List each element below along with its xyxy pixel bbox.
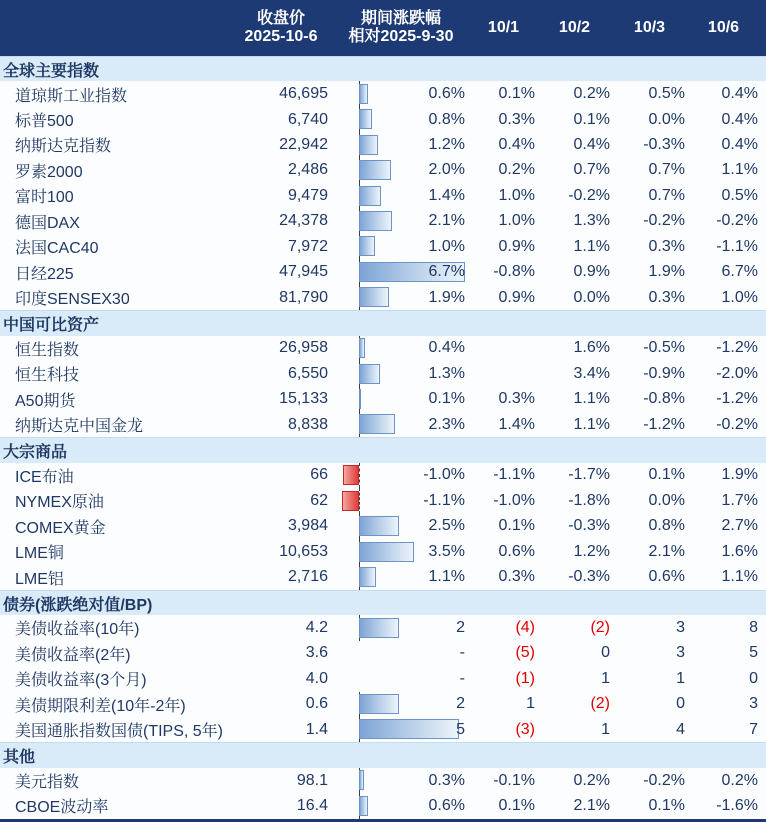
period-change-value: -1.0% xyxy=(423,466,465,484)
daily-change-cell: -1.8% xyxy=(568,491,610,509)
period-change-bar-cell xyxy=(332,539,470,564)
daily-change-cell: 1.7% xyxy=(721,491,758,509)
period-change-value: 0.8% xyxy=(428,110,465,128)
close-price-cell: 62 xyxy=(310,491,328,509)
daily-change-cell: 1 xyxy=(601,720,610,738)
daily-change-cell: 0.4% xyxy=(498,135,535,153)
daily-change-cell: 1 xyxy=(676,669,685,687)
period-change-bar-cell xyxy=(332,793,470,818)
daily-change-cell: 1.0% xyxy=(721,288,758,306)
table-row xyxy=(0,209,766,234)
daily-change-cell: 1.4% xyxy=(498,415,535,433)
daily-change-cell: 1.6% xyxy=(573,339,610,357)
close-price-cell: 7,972 xyxy=(287,237,328,255)
period-change-bar-cell xyxy=(332,412,470,437)
daily-change-cell: 3 xyxy=(749,695,758,713)
daily-change-cell: 1.9% xyxy=(721,466,758,484)
daily-change-cell: -0.5% xyxy=(643,339,685,357)
period-change-value: 2.3% xyxy=(428,415,465,433)
period-change-value: 2.1% xyxy=(428,212,465,230)
table-row xyxy=(0,285,766,310)
close-price-cell: 6,740 xyxy=(287,110,328,128)
daily-change-cell: 1.1% xyxy=(573,237,610,255)
close-price-cell: 1.4 xyxy=(305,720,328,738)
index-name-cell: 富时100 xyxy=(15,189,74,207)
index-name-cell: 法国CAC40 xyxy=(15,240,99,258)
daily-change-cell: 0.3% xyxy=(648,237,685,255)
close-price-cell: 22,942 xyxy=(279,135,328,153)
daily-change-cell: 0.1% xyxy=(498,796,535,814)
header-period-change-line1: 期间涨跌幅 xyxy=(360,9,441,27)
table-row xyxy=(0,564,766,589)
daily-change-cell: 0.2% xyxy=(573,85,610,103)
daily-change-cell: 1.6% xyxy=(721,542,758,560)
close-price-cell: 24,378 xyxy=(279,212,328,230)
header-date-2: 10/2 xyxy=(558,18,591,36)
daily-change-cell: 1.3% xyxy=(573,212,610,230)
data-bar xyxy=(359,338,365,358)
daily-change-cell: 3 xyxy=(676,618,685,636)
period-change-bar-cell xyxy=(332,285,470,310)
daily-change-cell: 0.1% xyxy=(498,85,535,103)
daily-change-cell: -1.1% xyxy=(493,466,535,484)
period-change-bar-cell xyxy=(332,158,470,183)
daily-change-cell: (5) xyxy=(515,644,535,662)
bar-zero-axis-line xyxy=(359,488,360,513)
index-name-cell: 标普500 xyxy=(15,113,74,131)
daily-change-cell: 0 xyxy=(749,669,758,687)
daily-change-cell: 1.1% xyxy=(721,161,758,179)
period-change-value: - xyxy=(459,669,465,687)
table-row xyxy=(0,768,766,793)
period-change-bar-cell xyxy=(332,234,470,259)
table-row xyxy=(0,361,766,386)
section-header-row xyxy=(0,56,766,81)
table-body xyxy=(0,56,766,819)
daily-change-cell: 0 xyxy=(676,695,685,713)
period-change-value: 2.0% xyxy=(428,161,465,179)
data-bar xyxy=(359,84,368,104)
daily-change-cell: -0.2% xyxy=(643,212,685,230)
index-name-cell: 纳斯达克指数 xyxy=(15,138,112,156)
index-name-cell: 日经225 xyxy=(15,265,74,283)
data-bar xyxy=(342,491,359,511)
daily-change-cell: (2) xyxy=(590,618,610,636)
index-name-cell: 德国DAX xyxy=(15,214,80,232)
daily-change-cell: 0.3% xyxy=(498,568,535,586)
data-bar xyxy=(359,287,389,307)
index-name-cell: 道琼斯工业指数 xyxy=(15,87,128,105)
period-change-value: 1.1% xyxy=(428,568,465,586)
daily-change-cell: 1.1% xyxy=(573,415,610,433)
daily-change-cell: 0.0% xyxy=(648,491,685,509)
daily-change-cell: 1.1% xyxy=(721,568,758,586)
daily-change-cell: (1) xyxy=(515,669,535,687)
daily-change-cell: (2) xyxy=(590,695,610,713)
period-change-bar-cell xyxy=(332,259,470,284)
table-header-row xyxy=(0,0,766,56)
period-change-bar-cell xyxy=(332,615,470,640)
data-bar xyxy=(359,160,391,180)
data-bar xyxy=(359,211,392,231)
period-change-value: 1.2% xyxy=(428,135,465,153)
data-bar xyxy=(359,770,364,790)
period-change-value: 3.5% xyxy=(428,542,465,560)
daily-change-cell: -0.2% xyxy=(716,212,758,230)
index-name-cell: 美国通胀指数国债(TIPS, 5年) xyxy=(15,723,224,741)
table-row xyxy=(0,793,766,818)
daily-change-cell: 0.4% xyxy=(573,135,610,153)
close-price-cell: 3,984 xyxy=(287,517,328,535)
daily-change-cell: 2.1% xyxy=(573,796,610,814)
daily-change-cell: (3) xyxy=(515,720,535,738)
daily-change-cell: -0.2% xyxy=(643,771,685,789)
data-bar xyxy=(359,135,378,155)
table-row xyxy=(0,615,766,640)
daily-change-cell: 0.3% xyxy=(498,110,535,128)
close-price-cell: 46,695 xyxy=(279,85,328,103)
period-change-bar-cell xyxy=(332,107,470,132)
period-change-value: 2.5% xyxy=(428,517,465,535)
data-bar xyxy=(359,618,399,638)
close-price-cell: 4.0 xyxy=(305,669,328,687)
period-change-bar-cell xyxy=(332,768,470,793)
period-change-value: 0.1% xyxy=(428,390,465,408)
period-change-bar-cell xyxy=(332,183,470,208)
close-price-cell: 66 xyxy=(310,466,328,484)
daily-change-cell: 6.7% xyxy=(721,263,758,281)
daily-change-cell: 1 xyxy=(526,695,535,713)
period-change-value: -1.1% xyxy=(423,491,465,509)
table-row xyxy=(0,386,766,411)
period-change-value: 1.9% xyxy=(428,288,465,306)
daily-change-cell: -0.2% xyxy=(568,186,610,204)
table-row xyxy=(0,514,766,539)
daily-change-cell: 1.9% xyxy=(648,263,685,281)
close-price-cell: 6,550 xyxy=(287,364,328,382)
period-change-value: - xyxy=(459,644,465,662)
daily-change-cell: -0.8% xyxy=(643,390,685,408)
daily-change-cell: -1.2% xyxy=(716,390,758,408)
index-name-cell: 纳斯达克中国金龙 xyxy=(15,418,144,436)
period-change-bar-cell xyxy=(332,514,470,539)
table-row xyxy=(0,336,766,361)
daily-change-cell: 0 xyxy=(601,644,610,662)
daily-change-cell: -0.1% xyxy=(493,771,535,789)
table-row xyxy=(0,488,766,513)
daily-change-cell: 0.9% xyxy=(498,237,535,255)
period-change-value: 2 xyxy=(456,618,465,636)
header-close-price-line2: 2025-10-6 xyxy=(244,28,318,45)
period-change-value: 1.4% xyxy=(428,186,465,204)
close-price-cell: 81,790 xyxy=(279,288,328,306)
daily-change-cell: 0.6% xyxy=(498,542,535,560)
table-row xyxy=(0,132,766,157)
index-name-cell: 美债收益率(3个月) xyxy=(15,672,147,690)
daily-change-cell: -1.0% xyxy=(493,491,535,509)
daily-change-cell: 0.0% xyxy=(573,288,610,306)
close-price-cell: 2,716 xyxy=(287,568,328,586)
period-change-bar-cell xyxy=(332,81,470,106)
daily-change-cell: -0.3% xyxy=(643,135,685,153)
daily-change-cell: 0.7% xyxy=(573,161,610,179)
period-change-bar-cell xyxy=(332,463,470,488)
section-title: 中国可比资产 xyxy=(3,316,100,334)
daily-change-cell: 0.5% xyxy=(648,85,685,103)
period-change-bar-cell xyxy=(332,488,470,513)
table-row xyxy=(0,81,766,106)
index-name-cell: 美债收益率(10年) xyxy=(15,621,140,639)
period-change-bar-cell xyxy=(332,336,470,361)
table-row xyxy=(0,412,766,437)
period-change-value: 0.3% xyxy=(428,771,465,789)
period-change-bar-cell xyxy=(332,717,470,742)
daily-change-cell: 0.4% xyxy=(721,85,758,103)
close-price-cell: 9,479 xyxy=(287,186,328,204)
index-name-cell: 恒生科技 xyxy=(15,367,80,385)
data-bar xyxy=(359,389,361,409)
period-change-value: 0.6% xyxy=(428,85,465,103)
period-change-value: 0.6% xyxy=(428,796,465,814)
daily-change-cell: 0.2% xyxy=(498,161,535,179)
daily-change-cell: -1.2% xyxy=(716,339,758,357)
table-row xyxy=(0,183,766,208)
daily-change-cell: -0.9% xyxy=(643,364,685,382)
data-bar xyxy=(359,694,399,714)
data-bar xyxy=(359,542,414,562)
daily-change-cell: 5 xyxy=(749,644,758,662)
period-change-bar-cell xyxy=(332,641,470,666)
data-bar xyxy=(359,796,368,816)
close-price-cell: 26,958 xyxy=(279,339,328,357)
daily-change-cell: 0.4% xyxy=(721,135,758,153)
daily-change-cell: 0.2% xyxy=(721,771,758,789)
section-header-row xyxy=(0,437,766,462)
table-row xyxy=(0,158,766,183)
period-change-value: 0.4% xyxy=(428,339,465,357)
table-row xyxy=(0,463,766,488)
daily-change-cell: 1 xyxy=(601,669,610,687)
header-name-column xyxy=(0,0,230,56)
close-price-cell: 2,486 xyxy=(287,161,328,179)
close-price-cell: 15,133 xyxy=(279,390,328,408)
daily-change-cell: 3.4% xyxy=(573,364,610,382)
daily-change-cell: 3 xyxy=(676,644,685,662)
index-name-cell: LME铝 xyxy=(15,570,64,588)
data-bar xyxy=(359,719,459,739)
period-change-bar-cell xyxy=(332,132,470,157)
index-name-cell: NYMEX原油 xyxy=(15,494,104,512)
index-name-cell: 美元指数 xyxy=(15,774,80,792)
period-change-bar-cell xyxy=(332,564,470,589)
index-name-cell: CBOE波动率 xyxy=(15,799,109,817)
index-name-cell: COMEX黄金 xyxy=(15,519,106,537)
period-change-bar-cell xyxy=(332,209,470,234)
close-price-cell: 98.1 xyxy=(296,771,328,789)
table-row xyxy=(0,259,766,284)
index-name-cell: 美债收益率(2年) xyxy=(15,646,131,664)
daily-change-cell: 2.1% xyxy=(648,542,685,560)
daily-change-cell: 1.0% xyxy=(498,186,535,204)
close-price-cell: 8,838 xyxy=(287,415,328,433)
index-name-cell: A50期货 xyxy=(15,392,76,410)
daily-change-cell: 2.7% xyxy=(721,517,758,535)
data-bar xyxy=(359,414,395,434)
data-bar xyxy=(343,465,359,485)
period-change-value: 2 xyxy=(456,695,465,713)
period-change-value: 5 xyxy=(456,720,465,738)
close-price-cell: 16.4 xyxy=(296,796,328,814)
period-change-value: 6.7% xyxy=(428,263,465,281)
table-row xyxy=(0,539,766,564)
daily-change-cell: 7 xyxy=(749,720,758,738)
table-row xyxy=(0,234,766,259)
period-change-bar-cell xyxy=(332,666,470,691)
daily-change-cell: 0.8% xyxy=(648,517,685,535)
daily-change-cell: 0.3% xyxy=(648,288,685,306)
table-row xyxy=(0,717,766,742)
section-header-row xyxy=(0,742,766,767)
daily-change-cell: 0.1% xyxy=(498,517,535,535)
bar-zero-axis-line xyxy=(359,463,360,488)
daily-change-cell: -0.2% xyxy=(716,415,758,433)
daily-change-cell: 0.9% xyxy=(573,263,610,281)
daily-change-cell: 0.7% xyxy=(648,161,685,179)
daily-change-cell: 0.4% xyxy=(721,110,758,128)
close-price-cell: 47,945 xyxy=(279,263,328,281)
header-close-price-line1: 收盘价 xyxy=(256,9,305,27)
table-row xyxy=(0,641,766,666)
daily-change-cell xyxy=(470,336,537,361)
daily-change-cell: -1.6% xyxy=(716,796,758,814)
section-title: 其他 xyxy=(3,749,36,767)
period-change-bar-cell xyxy=(332,386,470,411)
daily-change-cell: 8 xyxy=(749,618,758,636)
daily-change-cell: 0.7% xyxy=(648,186,685,204)
index-name-cell: 印度SENSEX30 xyxy=(15,291,130,308)
section-header-row xyxy=(0,590,766,615)
data-bar xyxy=(359,236,375,256)
daily-change-cell: 0.6% xyxy=(648,568,685,586)
daily-change-cell: -1.1% xyxy=(716,237,758,255)
period-change-value: 1.3% xyxy=(428,364,465,382)
daily-change-cell: -0.3% xyxy=(568,568,610,586)
daily-change-cell: 0.3% xyxy=(498,390,535,408)
daily-change-cell: -0.3% xyxy=(568,517,610,535)
section-title: 债券(涨跌绝对值/BP) xyxy=(3,596,153,614)
index-name-cell: 恒生指数 xyxy=(15,341,80,359)
period-change-bar-cell xyxy=(332,361,470,386)
table-row xyxy=(0,692,766,717)
daily-change-cell: -0.8% xyxy=(493,263,535,281)
daily-change-cell xyxy=(470,361,537,386)
daily-change-cell: 1.0% xyxy=(498,212,535,230)
daily-change-cell: -2.0% xyxy=(716,364,758,382)
daily-change-cell: -1.2% xyxy=(643,415,685,433)
section-header-row xyxy=(0,310,766,335)
close-price-cell: 10,653 xyxy=(279,542,328,560)
header-date-4: 10/6 xyxy=(707,18,740,36)
header-period-change-line2: 相对2025-9-30 xyxy=(348,28,454,45)
header-date-3: 10/3 xyxy=(633,18,666,36)
daily-change-cell: 4 xyxy=(676,720,685,738)
daily-change-cell: 1.2% xyxy=(573,542,610,560)
period-change-value: 1.0% xyxy=(428,237,465,255)
header-close-price xyxy=(230,0,332,56)
daily-change-cell: 0.9% xyxy=(498,288,535,306)
close-price-cell: 0.6 xyxy=(305,695,328,713)
period-change-bar-cell xyxy=(332,692,470,717)
close-price-cell: 4.2 xyxy=(305,618,328,636)
index-name-cell: 罗素2000 xyxy=(15,163,83,181)
section-title: 大宗商品 xyxy=(3,444,68,462)
table-row xyxy=(0,666,766,691)
daily-change-cell: 0.1% xyxy=(648,796,685,814)
header-date-1: 10/1 xyxy=(487,18,520,36)
daily-change-cell: (4) xyxy=(515,618,535,636)
daily-change-cell: 0.0% xyxy=(648,110,685,128)
header-period-change xyxy=(332,0,470,56)
daily-change-cell: -1.7% xyxy=(568,466,610,484)
daily-change-cell: 0.2% xyxy=(573,771,610,789)
daily-change-cell: 0.5% xyxy=(721,186,758,204)
daily-change-cell: 0.1% xyxy=(573,110,610,128)
close-price-cell: 3.6 xyxy=(305,644,328,662)
index-name-cell: 美债期限利差(10年-2年) xyxy=(15,697,186,715)
data-bar xyxy=(359,516,399,536)
data-bar xyxy=(359,109,372,129)
index-name-cell: LME铜 xyxy=(15,545,64,563)
daily-change-cell: 0.1% xyxy=(648,466,685,484)
section-title: 全球主要指数 xyxy=(3,62,100,80)
index-name-cell: ICE布油 xyxy=(15,468,74,486)
data-bar xyxy=(359,186,381,206)
daily-change-cell: 1.1% xyxy=(573,390,610,408)
data-bar xyxy=(359,567,376,587)
table-row xyxy=(0,107,766,132)
data-bar xyxy=(359,364,380,384)
